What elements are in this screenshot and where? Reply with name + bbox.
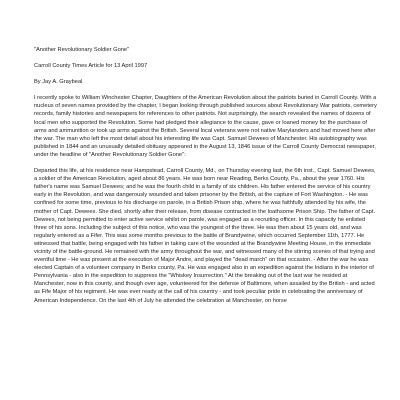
article-source: Carroll County Times Article for 13 April 1997 [34,63,148,70]
article-paragraph: Departed this life, at his residence near Hampstead, Carroll County, Md., on Thursday evening last, the 6th inst., Capt. Samuel Dewees, a soldier of the American Revolution, aged about 86 years. He was born near Reading, Berks County, Pa., about the year 1760. His father's name was Samuel Dewees; and he was the fourth child in a family of six children. His father entered the service of his country early in the Revolution, and was dangerously wounded and taken prisoner by the British, at the capture of Fort Washington. - He was confined for some time, previous to his discharge on parole, in a British Prison ship, where he was faithfully attended by his wife, the mother of Capt. Dewees. She died, shortly after their release, from disease contracted in the loathsome Prison Ship. The father of Capt. Dewees, not being permitted to enter active service whilst on parole, was engaged as a recruiting officer. In this capacity he enlisted three of his sons. Including the subject of this notice, who was the youngest of the three. He was then about 15 years old, and was regularly entered as a Fifer. This was some months previous to the battle of Brandywine, which occurred September 11th, 1777. He witnessed that battle, being engaged with his father in taking care of the wounded at the Brandywine Meeting House, in the immediate vicinity of the battle-ground. He remained with the army throughout the war, and witnessed many of the stirring scenes of that trying and eventful time - He was present at the execution of Major Andre, and played the "dead march" on that occasion. - After the war he was elected Captain of a volunteer company in Berks county, Pa. He was engaged also in an expedition against the Indians in the interior of Pennsylvania - also in the expedition to suppress the "Whiskey Insurrection." At the breaking out of the last war he resided at Manchester, now in this county, and though over age, volunteered for the defense of Baltimore, when assailed by the British - and acted as Fife Major of his regiment. He was ever ready at the call of his country - and took peculiar pride in celebrating the anniversary of American Independence. On the last 4th of July he attended the celebration at Manchester, on horse [34,168,376,304]
article-byline: By Jay A. Graybeal [34,79,83,86]
document-body [34,46,379,313]
article-title: "Another Revolutionary Soldier Gone" [34,47,130,53]
article-paragraph: I recently spoke to William Winchester Chapter, Daughters of the American Revolution about the patriots buried in Carroll County. With a nucleus of seven names provided by the chapter, I began looking through published sources about Revolutionary War patriots, cemetery records, family histories and newspapers for references to other patriots. Not surprisingly, the search revealed the names of dozens of local men who supported the Revolution. Some had pledged their allegiance to the cause, gave or loaned money for the purchase of arms and ammunition or took up arms against the British. Several local veterans were not native Marylanders and had moved here after the war. The man who left the most detail about his interesting life was Capt. Samuel Dewees of Manchester. His autobiography was published in 1844 and an unusually detailed obituary appeared in the August 13, 1846 issue of the Carroll County Democrat newspaper, under the headline of "Another Revolutionary Soldier Gone": [34,95,377,158]
